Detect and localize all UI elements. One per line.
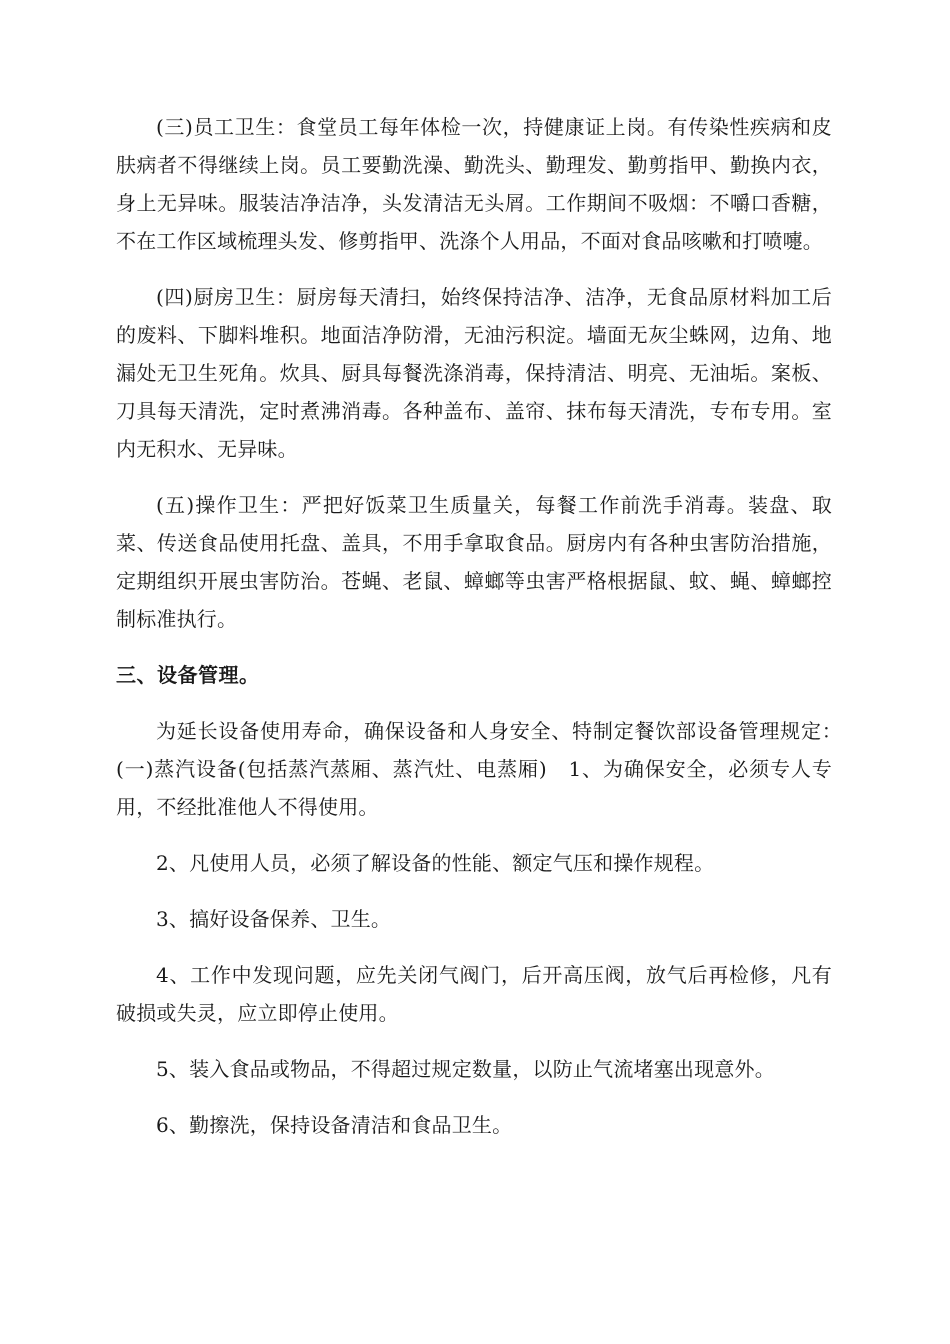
document-page <box>116 108 853 1162</box>
paragraph-equipment-intro: 为延长设备使用寿命，确保设备和人身安全、特制定餐饮部设备管理规定： (一)蒸汽设备(包括蒸汽蒸厢、蒸汽灶、电蒸厢) 1、为确保安全，必须专人专用，不经批准他人不得使用。 <box>116 719 853 819</box>
list-item-rule-6: 6、勤擦洗，保持设备清洁和食品卫生。 <box>156 1113 513 1137</box>
list-item-rule-4: 4、工作中发现问题，应先关闭气阀门，后开高压阀，放气后再检修，凡有破损或失灵，应立即停止使用。 <box>116 963 832 1025</box>
list-item-rule-3: 3、搞好设备保养、卫生。 <box>156 907 392 931</box>
paragraph-staff-hygiene: (三)员工卫生：食堂员工每年体检一次，持健康证上岗。有传染性疾病和皮肤病者不得继续上岗。员工要勤洗澡、勤洗头、勤理发、勤剪指甲、勤换内衣，身上无异味。服装洁净洁净，头发清洁无头屑。工作期间不吸烟：不嚼口香糖，不在工作区域梳理头发、修剪指甲、洗涤个人用品，不面对食品咳嗽和打喷嚏。 <box>116 115 832 253</box>
paragraph-kitchen-hygiene: (四)厨房卫生：厨房每天清扫，始终保持洁净、洁净，无食品原材料加工后的废料、下脚料堆积。地面洁净防滑，无油污积淀。墙面无灰尘蛛网，边角、地漏处无卫生死角。炊具、厨具每餐洗涤消毒，保持清洁、明亮、无油垢。案板、刀具每天清洗，定时煮沸消毒。各种盖布、盖帘、抹布每天清洗，专布专用。室内无积水、无异味。 <box>116 285 832 461</box>
list-item-rule-2: 2、凡使用人员，必须了解设备的性能、额定气压和操作规程。 <box>156 851 715 875</box>
section-heading-equipment: 三、设备管理。 <box>116 663 260 687</box>
paragraph-operation-hygiene: (五)操作卫生：严把好饭菜卫生质量关，每餐工作前洗手消毒。装盘、取菜、传送食品使用托盘、盖具，不用手拿取食品。厨房内有各种虫害防治措施，定期组织开展虫害防治。苍蝇、老鼠、蟑螂等虫害严格根据鼠、蚊、蝇、蟑螂控制标准执行。 <box>116 493 832 631</box>
list-item-rule-5: 5、装入食品或物品，不得超过规定数量，以防止气流堵塞出现意外。 <box>156 1057 775 1081</box>
